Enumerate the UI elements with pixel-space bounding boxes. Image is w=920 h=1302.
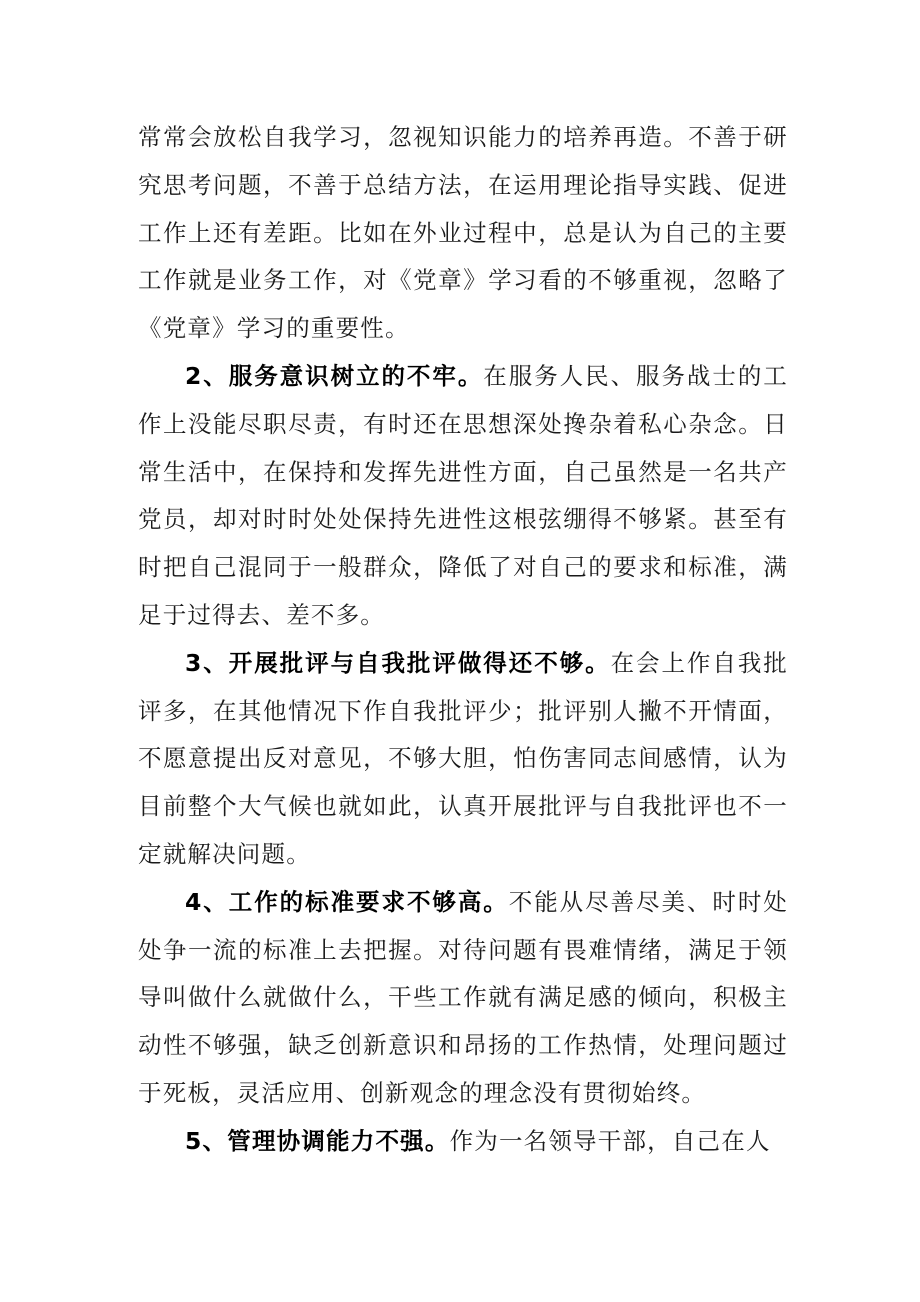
paragraph-heading: 2、服务意识树立的不牢。 xyxy=(185,361,484,390)
paragraph-text: 常常会放松自我学习，忽视知识能力的培养再造。不善于研究思考问题，不善于总结方法，在运用理论指导实践、促进工作上还有差距。比如在外业过程中，总是认为自己的主要工作就是业务工作，对《党章》学习看的不够重视，忽略了《党章》学习的重要性。 xyxy=(138,123,788,343)
paragraph-heading: 4、工作的标准要求不够高。 xyxy=(185,887,509,916)
paragraph-item-3 xyxy=(138,640,788,879)
paragraph-item-4 xyxy=(138,879,788,1118)
paragraph-item-2 xyxy=(138,353,788,640)
document-body xyxy=(138,114,788,1166)
paragraph-heading: 3、开展批评与自我批评做得还不够。 xyxy=(185,648,611,677)
paragraph-text: 在服务人民、服务战士的工作上没能尽职尽责，有时还在思想深处搀杂着私心杂念。日常生活中，在保持和发挥先进性方面，自己虽然是一名共产党员，却对时时处处保持先进性这根弦绷得不够紧。甚至有时把自己混同于一般群众，降低了对自己的要求和标准，满足于过得去、差不多。 xyxy=(138,361,788,629)
paragraph-text: 作为一名领导干部，自己在人 xyxy=(449,1126,771,1155)
paragraph-continuation xyxy=(138,114,788,353)
paragraph-heading: 5、管理协调能力不强。 xyxy=(185,1126,450,1155)
paragraph-text: 在会上作自我批评多，在其他情况下作自我批评少；批评别人撇不开情面，不愿意提出反对意见，不够大胆，怕伤害同志间感情，认为目前整个大气候也就如此，认真开展批评与自我批评也不一定就解决问题。 xyxy=(138,648,788,868)
paragraph-item-5 xyxy=(138,1118,788,1166)
paragraph-text: 不能从尽善尽美、时时处处争一流的标准上去把握。对待问题有畏难情绪，满足于领导叫做什么就做什么，干些工作就有满足感的倾向，积极主动性不够强，缺乏创新意识和昂扬的工作热情，处理问题过于死板，灵活应用、创新观念的理念没有贯彻始终。 xyxy=(138,887,789,1107)
